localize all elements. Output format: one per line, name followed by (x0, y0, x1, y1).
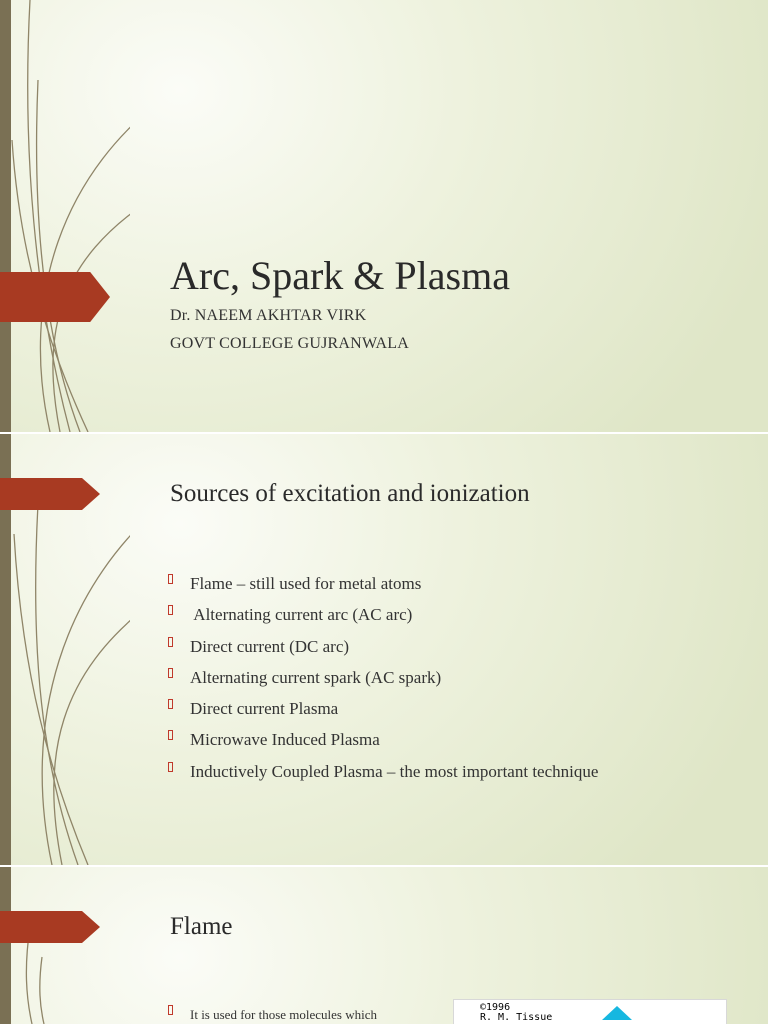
bullet-icon (168, 605, 173, 615)
flame-triangle-icon (602, 1006, 632, 1020)
title-accent-tag (0, 272, 110, 322)
slide-accent-tag (0, 911, 100, 943)
flame-figure (453, 999, 727, 1024)
title-slide (0, 0, 768, 432)
list-item: Direct current (DC arc) (168, 637, 598, 668)
flame-slide (0, 867, 768, 1024)
list-item: Flame – still used for metal atoms (168, 574, 598, 605)
list-item: Alternating current arc (AC arc) (168, 605, 598, 636)
list-item: Alternating current spark (AC spark) (168, 668, 598, 699)
author-name: Dr. NAEEM AKHTAR VIRK (170, 307, 367, 324)
list-item: Microwave Induced Plasma (168, 730, 598, 761)
list-item: Inductively Coupled Plasma – the most important technique (168, 762, 598, 793)
presentation-title: Arc, Spark & Plasma (170, 253, 510, 298)
decorative-curves (0, 867, 130, 1024)
list-item: It is used for those molecules which (168, 1005, 377, 1024)
slide-accent-tag (0, 478, 100, 510)
bullet-icon (168, 1005, 173, 1015)
slide-title: Flame (170, 913, 233, 940)
bullet-icon (168, 762, 173, 772)
sources-list (168, 574, 598, 793)
slide-title: Sources of excitation and ionization (170, 480, 530, 507)
sources-slide (0, 434, 768, 865)
bullet-icon (168, 637, 173, 647)
decorative-curves (0, 0, 130, 432)
institution-name: GOVT COLLEGE GUJRANWALA (170, 335, 409, 352)
figure-copyright: ©1996 R. M. Tissue (480, 1002, 553, 1023)
bullet-icon (168, 668, 173, 678)
list-item: Direct current Plasma (168, 699, 598, 730)
bullet-icon (168, 699, 173, 709)
flame-list (168, 1005, 377, 1024)
bullet-icon (168, 730, 173, 740)
bullet-icon (168, 574, 173, 584)
